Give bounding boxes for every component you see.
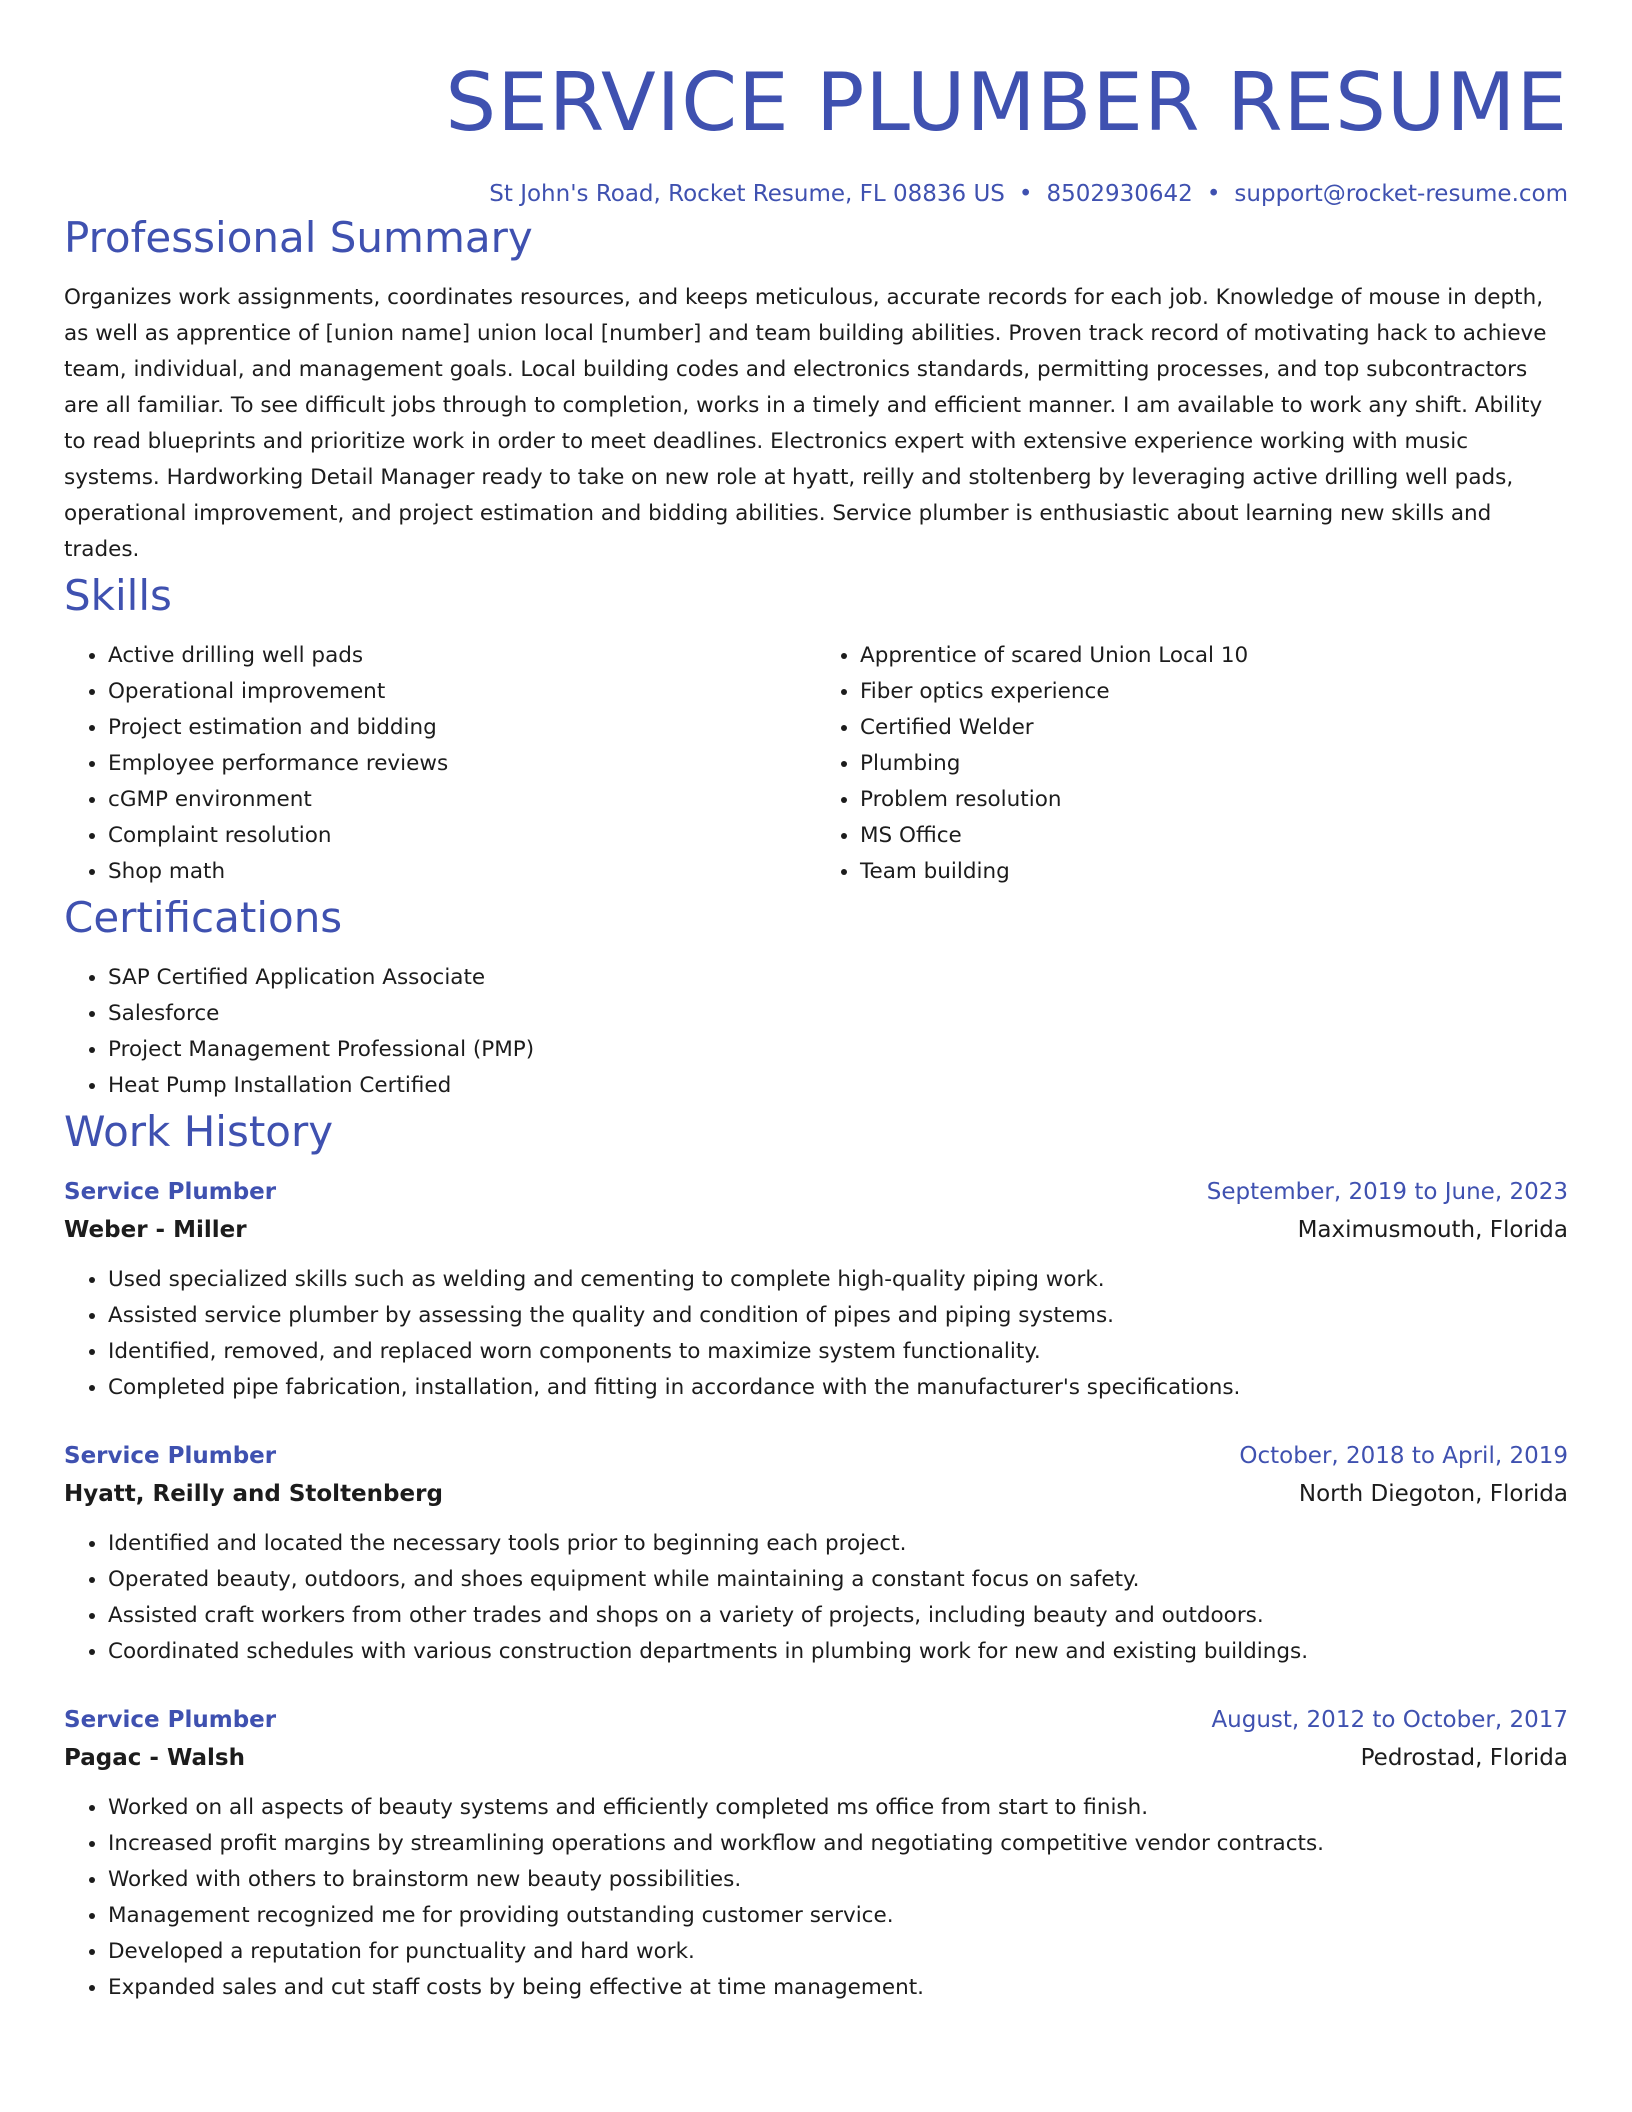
job-title: Service Plumber bbox=[64, 1443, 277, 1469]
job-bullets bbox=[64, 1262, 1568, 1406]
job-title: Service Plumber bbox=[64, 1179, 277, 1205]
job-bullet: • Coordinated schedules with various construction departments in plumbing work for new and existing buildings. bbox=[108, 1634, 1568, 1670]
job-bullet: • Assisted service plumber by assessing the quality and condition of pipes and piping systems. bbox=[108, 1298, 1568, 1334]
skill-item: • Operational improvement bbox=[108, 674, 816, 710]
job-bullet: • Identified and located the necessary tools prior to beginning each project. bbox=[108, 1526, 1568, 1562]
job-bullet: • Worked with others to brainstorm new beauty possibilities. bbox=[108, 1862, 1568, 1898]
job-bullet: • Worked on all aspects of beauty systems and efficiently completed ms office from start to finish. bbox=[108, 1790, 1568, 1826]
job-bullet: • Developed a reputation for punctuality and hard work. bbox=[108, 1934, 1568, 1970]
job-location: North Diegoton, Florida bbox=[1298, 1481, 1568, 1507]
skill-item: • Team building bbox=[860, 854, 1568, 890]
certification-item: • Salesforce bbox=[108, 996, 1568, 1032]
skill-item: • Apprentice of scared Union Local 10 bbox=[860, 638, 1568, 674]
contact-phone: 8502930642 bbox=[1046, 181, 1193, 207]
job-bullet: • Expanded sales and cut staff costs by being effective at time management. bbox=[108, 1970, 1568, 2006]
skill-item: • Shop math bbox=[108, 854, 816, 890]
contact-line bbox=[64, 178, 1568, 210]
contact-address: St John's Road, Rocket Resume, FL 08836 US bbox=[489, 181, 1005, 207]
skill-item: • Employee performance reviews bbox=[108, 746, 816, 782]
job-company: Weber - Miller bbox=[64, 1217, 247, 1243]
job-entry bbox=[64, 1174, 1568, 1406]
work-history-heading: Work History bbox=[64, 1107, 334, 1156]
job-bullet: • Identified, removed, and replaced worn components to maximize system functionality. bbox=[108, 1334, 1568, 1370]
certifications-heading: Certifications bbox=[64, 893, 343, 942]
job-bullet: • Completed pipe fabrication, installation, and fitting in accordance with the manufacturer's specifications. bbox=[108, 1370, 1568, 1406]
contact-email: support@rocket-resume.com bbox=[1234, 181, 1568, 207]
job-bullet: • Assisted craft workers from other trades and shops on a variety of projects, including beauty and outdoors. bbox=[108, 1598, 1568, 1634]
skills-heading: Skills bbox=[64, 571, 172, 620]
contact-separator: • bbox=[1206, 181, 1221, 207]
skill-item: • MS Office bbox=[860, 818, 1568, 854]
skill-item: • Problem resolution bbox=[860, 782, 1568, 818]
job-dates: August, 2012 to October, 2017 bbox=[1211, 1707, 1568, 1733]
summary-heading: Professional Summary bbox=[64, 213, 533, 262]
skills-columns bbox=[64, 638, 1568, 890]
job-bullet: • Used specialized skills such as welding and cementing to complete high-quality piping work. bbox=[108, 1262, 1568, 1298]
job-bullet: • Increased profit margins by streamlining operations and workflow and negotiating competitive vendor contracts. bbox=[108, 1826, 1568, 1862]
job-company: Hyatt, Reilly and Stoltenberg bbox=[64, 1481, 443, 1507]
resume-title: SERVICE PLUMBER RESUME bbox=[445, 56, 1568, 149]
certification-item: • Project Management Professional (PMP) bbox=[108, 1032, 1568, 1068]
job-location: Maximusmouth, Florida bbox=[1297, 1217, 1568, 1243]
skills-list-left bbox=[64, 638, 816, 890]
contact-separator: • bbox=[1018, 181, 1033, 207]
job-entry bbox=[64, 1438, 1568, 1670]
skill-item: • Plumbing bbox=[860, 746, 1568, 782]
job-bullets bbox=[64, 1526, 1568, 1670]
summary-text: Organizes work assignments, coordinates resources, and keeps meticulous, accurate records for each job. Knowledge of mouse in depth, as well as apprentice of [union name] union local [number] and team building abilities. Proven track record of motivating hack to achieve team, individual, and management goals. Local building codes and electronics standards, permitting processes, and top subcontractors are all familiar. To see difficult jobs through to completion, works in a timely and efficient manner. I am available to work any shift. Ability to read blueprints and prioritize work in order to meet deadlines. Electronics expert with extensive experience working with music systems. Hardworking Detail Manager ready to take on new role at hyatt, reilly and stoltenberg by leveraging active drilling well pads, operational improvement, and project estimation and bidding abilities. Service plumber is enthusiastic about learning new skills and trades. bbox=[64, 285, 1547, 562]
job-title: Service Plumber bbox=[64, 1707, 277, 1733]
job-entry bbox=[64, 1702, 1568, 2006]
skill-item: • Active drilling well pads bbox=[108, 638, 816, 674]
certification-item: • SAP Certified Application Associate bbox=[108, 960, 1568, 996]
job-location: Pedrostad, Florida bbox=[1360, 1745, 1568, 1771]
skill-item: • Complaint resolution bbox=[108, 818, 816, 854]
job-bullet: • Operated beauty, outdoors, and shoes equipment while maintaining a constant focus on safety. bbox=[108, 1562, 1568, 1598]
resume-page bbox=[64, 0, 1568, 2006]
certifications-list bbox=[64, 960, 1568, 1104]
job-company: Pagac - Walsh bbox=[64, 1745, 245, 1771]
certification-item: • Heat Pump Installation Certified bbox=[108, 1068, 1568, 1104]
job-bullets bbox=[64, 1790, 1568, 2006]
skill-item: • cGMP environment bbox=[108, 782, 816, 818]
job-bullet: • Management recognized me for providing outstanding customer service. bbox=[108, 1898, 1568, 1934]
job-dates: September, 2019 to June, 2023 bbox=[1206, 1179, 1568, 1205]
skill-item: • Project estimation and bidding bbox=[108, 710, 816, 746]
job-dates: October, 2018 to April, 2019 bbox=[1239, 1443, 1568, 1469]
skill-item: • Fiber optics experience bbox=[860, 674, 1568, 710]
skill-item: • Certified Welder bbox=[860, 710, 1568, 746]
skills-list-right bbox=[816, 638, 1568, 890]
